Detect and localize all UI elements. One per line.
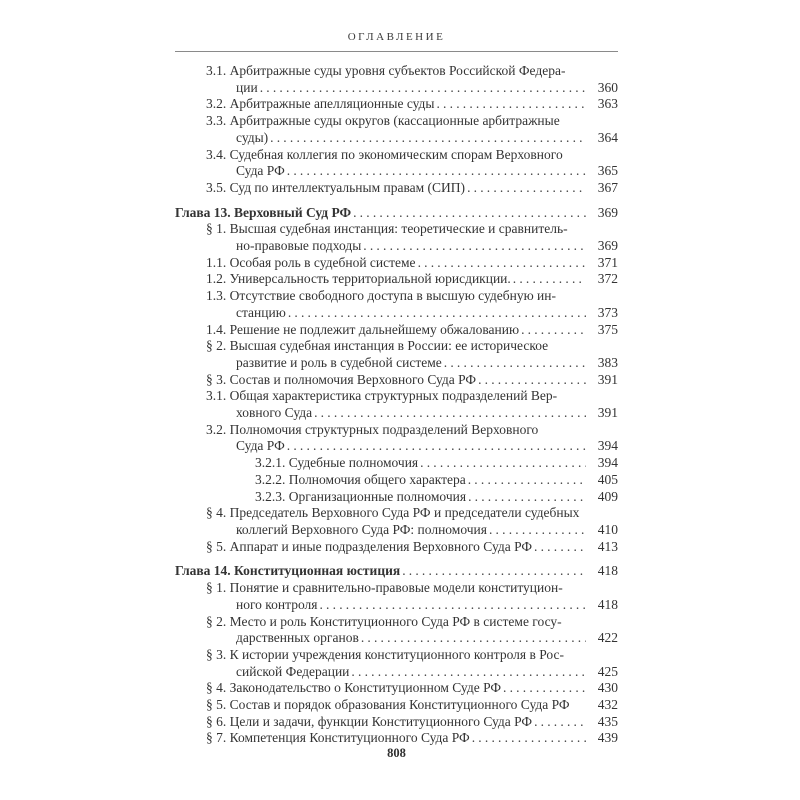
dot-leader [260,80,586,97]
toc-entry [206,147,618,180]
toc-entry [206,322,618,339]
dot-leader [402,563,586,580]
toc-list [175,63,618,747]
dot-leader [420,455,586,472]
dot-leader [314,405,586,422]
toc-entry-line [206,539,618,556]
toc-entry-line [206,322,618,339]
toc-entry [206,255,618,272]
toc-entry [255,455,618,472]
toc-entry-line [206,697,618,714]
entry-page-number: 391 [597,405,618,421]
dot-leader [287,163,586,180]
entry-text: 1.2. Универсальность территориальной юрисдикции. [206,271,511,287]
toc-entry [206,388,618,421]
dot-leader [287,438,586,455]
entry-text: 3.5. Суд по интеллектуальным правам (СИП) [206,179,466,195]
toc-entry-line [206,288,618,305]
toc-chapter-entry [175,563,618,580]
toc-entry-line [206,630,618,647]
dot-leader [361,630,586,647]
entry-text: Глава 13. Верховный Суд РФ [175,204,352,220]
dot-leader [353,205,586,222]
entry-text: 3.2. Арбитражные апелляционные суды [206,96,435,112]
dot-leader [489,522,586,539]
entry-text: 3.2.3. Организационные полномочия [255,488,467,504]
entry-page-number: 422 [597,630,618,646]
entry-text: но-правовые подходы [236,238,362,254]
toc-entry [206,697,618,714]
toc-entry-line [206,180,618,197]
entry-text: сийской Федерации [236,663,350,679]
toc-entry-line [206,664,618,681]
toc-entry-line [206,438,618,455]
dot-leader [288,305,586,322]
toc-entry [206,180,618,197]
entry-page-number: 413 [597,538,618,554]
toc-entry-line [206,221,618,238]
toc-entry [255,472,618,489]
dot-leader [468,472,586,489]
toc-entry [206,422,618,455]
toc-entry [206,221,618,254]
entry-text: § 4. Председатель Верховного Суда РФ и председатели судебных [206,505,580,521]
entry-page-number: 371 [597,254,618,270]
toc-entry-line [206,388,618,405]
toc-entry-line [206,80,618,97]
toc-entry-line [206,238,618,255]
toc-entry-line [206,422,618,439]
entry-text: ховного Суда [236,405,313,421]
toc-entry [206,271,618,288]
entry-page-number: 372 [597,271,618,287]
toc-entry-line [206,522,618,539]
entry-page-number: 430 [597,680,618,696]
dot-leader [418,255,586,272]
toc-entry-line [206,680,618,697]
toc-entry [206,714,618,731]
toc-entry-line [206,96,618,113]
dot-leader [436,96,586,113]
toc-chapter-entry [175,205,618,222]
entry-page-number: 364 [597,129,618,145]
dot-leader [534,539,586,556]
entry-text: § 5. Аппарат и иные подразделения Верховного Суда РФ [206,538,533,554]
dot-leader [444,355,586,372]
toc-entry-line [206,614,618,631]
dot-leader [478,372,586,389]
toc-entry-line [206,147,618,164]
entry-page-number: 418 [597,563,618,579]
entry-text: 3.3. Арбитражные суды округов (кассационные арбитражные [206,113,560,129]
entry-page-number: 375 [597,321,618,337]
entry-text: Суда РФ [236,438,285,454]
entry-page-number: 435 [597,713,618,729]
entry-page-number: 394 [597,438,618,454]
entry-text: дарственных органов [236,630,359,646]
entry-page-number: 409 [597,488,618,504]
toc-entry [206,580,618,613]
toc-entry [206,647,618,680]
toc-entry-line [206,163,618,180]
entry-text: станцию [236,304,286,320]
entry-text: ции [236,79,258,95]
entry-page-number: 369 [597,204,618,220]
entry-text: § 1. Понятие и сравнительно-правовые модели конституцион- [206,580,563,596]
entry-page-number: 418 [597,596,618,612]
dot-leader [467,180,586,197]
entry-text: 1.1. Особая роль в судебной системе [206,254,416,270]
toc-entry-line [206,405,618,422]
toc-entry [206,63,618,96]
entry-page-number: 432 [597,697,618,713]
toc-entry [206,505,618,538]
toc-entry-line [206,63,618,80]
entry-text: Суда РФ [236,163,285,179]
dot-leader [513,271,586,288]
toc-entry-line [206,730,618,747]
page-content [175,30,618,747]
dot-leader [468,489,586,506]
toc-entry-line [206,647,618,664]
toc-entry-line [206,580,618,597]
entry-text: 1.4. Решение не подлежит дальнейшему обжалованию [206,321,520,337]
entry-text: Глава 14. Конституционная юстиция [175,563,401,579]
entry-page-number: 360 [597,79,618,95]
toc-entry [206,372,618,389]
entry-text: 3.2. Полномочия структурных подразделений Верховного [206,421,539,437]
entry-text: § 6. Цели и задачи, функции Конституционного Суда РФ [206,713,533,729]
toc-entry-line [255,455,618,472]
entry-text: 1.3. Отсутствие свободного доступа в высшую судебную ин- [206,288,556,304]
toc-entry [255,489,618,506]
toc-entry [206,113,618,146]
toc-entry-line [206,338,618,355]
entry-page-number: 394 [597,455,618,471]
entry-page-number: 391 [597,371,618,387]
toc-entry-line [175,205,618,222]
dot-leader [472,730,586,747]
dot-leader [521,322,586,339]
entry-text: развитие и роль в судебной системе [236,354,442,370]
entry-text: 3.4. Судебная коллегия по экономическим спорам Верховного [206,146,563,162]
entry-text: 3.1. Общая характеристика структурных подразделений Вер- [206,388,558,404]
entry-text: § 2. Высшая судебная инстанция в России: ее историческое [206,338,549,354]
entry-page-number: 365 [597,163,618,179]
entry-text: § 4. Законодательство о Конституционном Суде РФ [206,680,502,696]
entry-text: коллегий Верховного Суда РФ: полномочия [236,521,487,537]
entry-page-number: 439 [597,730,618,746]
toc-entry-line [206,271,618,288]
entry-page-number: 369 [597,238,618,254]
entry-page-number: 363 [597,96,618,112]
toc-entry [206,730,618,747]
toc-entry [206,539,618,556]
toc-entry-line [206,355,618,372]
dot-leader [351,664,586,681]
entry-text: 3.2.1. Судебные полномочия [255,455,419,471]
entry-text: § 3. К истории учреждения конституционного контроля в Рос- [206,646,564,662]
entry-text: 3.1. Арбитражные суды уровня субъектов Российской Федера- [206,63,566,78]
entry-text: § 5. Состав и порядок образования Конституционного Суда РФ [206,697,570,713]
entry-page-number: 410 [597,521,618,537]
entry-page-number: 367 [597,179,618,195]
toc-entry [206,680,618,697]
dot-leader [363,238,586,255]
entry-text: 3.2.2. Полномочия общего характера [255,471,466,487]
toc-entry [206,614,618,647]
entry-text: § 7. Компетенция Конституционного Суда РФ [206,730,470,746]
toc-entry-line [175,563,618,580]
toc-entry-line [206,597,618,614]
running-head: ОГЛАВЛЕНИЕ [347,31,446,43]
toc-entry-line [206,714,618,731]
toc-entry-line [206,305,618,322]
toc-entry-line [206,130,618,147]
entry-text: § 2. Место и роль Конституционного Суда РФ в системе госу- [206,613,562,629]
dot-leader [534,714,586,731]
toc-entry-line [255,472,618,489]
toc-entry [206,338,618,371]
entry-page-number: 405 [597,471,618,487]
entry-text: суды) [236,129,269,145]
toc-entry-line [206,255,618,272]
toc-entry-line [206,372,618,389]
toc-entry [206,288,618,321]
toc-entry-line [255,489,618,506]
entry-page-number: 373 [597,304,618,320]
entry-text: § 3. Состав и полномочия Верховного Суда РФ [206,371,477,387]
dot-leader [503,680,586,697]
toc-entry-line [206,113,618,130]
toc-entry [206,96,618,113]
entry-text: § 1. Высшая судебная инстанция: теоретические и сравнитель- [206,221,568,237]
toc-entry-line [206,505,618,522]
dot-leader [270,130,586,147]
dot-leader [319,597,586,614]
entry-page-number: 383 [597,354,618,370]
header-rule [175,51,618,52]
page-number-footer: 808 [387,746,406,760]
entry-text: ного контроля [236,596,318,612]
entry-page-number: 425 [597,663,618,679]
